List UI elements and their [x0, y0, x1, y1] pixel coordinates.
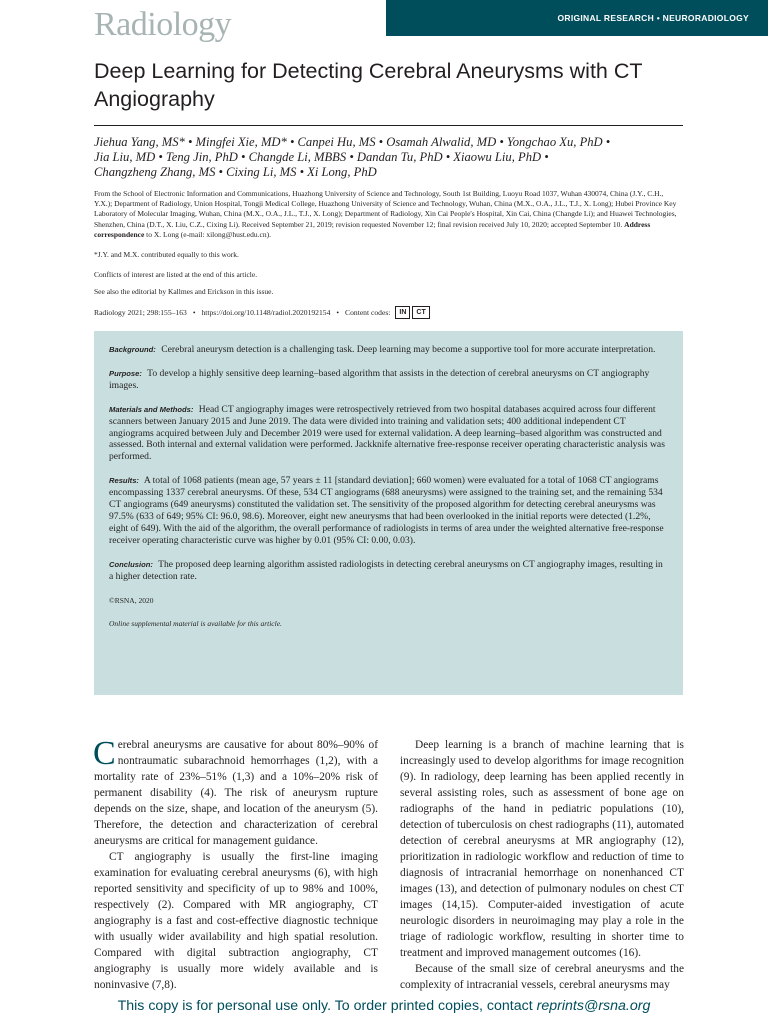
affiliations-text: From the School of Electronic Information and Communications, Huazhong University of Science and Technology, South 1st Building, Luoyu Road 1037, Wuhan 430074, China (J.Y., C.H., Y.X.); Department of Radiology, Union Hospital, Tongji Medical College, Huazhong University of Science and Technology, Wuhan, China (M.X., O.A., J.L., T.J., X. Long); Hubei Province Key Laboratory of Molecular Imaging, Wuhan, China (M.X., O.A., J.L., T.J., X. Long); Department of Radiology, Xin Cai People's Hospital, Xin Cai, China (Changde Li); and Huawei Technologies, Shenzhen, China (D.T., X. Liu, C.Z., Cixing Li). Received September 21, 2019; revision requested November 12; final revision received July 10, 2020; accepted September 10.: [94, 189, 677, 229]
reprints-email-link[interactable]: reprints@rsna.org: [536, 998, 651, 1014]
abstract-text: A total of 1068 patients (mean age, 57 years ± 11 [standard deviation]; 660 women) were evaluated for a total of 1068 CT angiograms encompassing 1337 cerebral aneurysms. Of these, 534 CT angiograms (688 aneurysms) were assigned to the training set, and the remaining 534 CT angiograms (649 aneurysms) constituted the validation set. The sensitivity of the proposed algorithm for detecting cerebral aneurysms was 97.5% (633 of 649; 95% CI: 96.0, 98.6). Moreover, eight new aneurysms that had been overlooked in the initial reports were detected (1.2%, eight of 649). With the aid of the algorithm, the overall performance of radiologists in terms of area under the weighted alternative free-response receiver operating characteristic curve was higher by 0.01 (95% CI: 0.00, 0.03).: [109, 475, 664, 546]
abstract-heading: Purpose:: [109, 368, 142, 378]
abstract-purpose: [109, 368, 667, 392]
abstract-methods: [109, 404, 667, 464]
abstract-heading: Background:: [109, 345, 156, 354]
content-code-in: IN: [395, 306, 410, 319]
body-paragraph: CT angiography is usually the first-line imaging examination for evaluating cerebral aneurysms (6), with high reported sensitivity and specificity of up to 98% and 100%, respectively (2). Compared with MR angiography, CT angiography is a fast and cost-effective diagnostic technique with usually wider availability and high spatial resolution. Compared with digital subtraction angiography, CT angiography is usually more widely available and is noninvasive (7,8).: [94, 851, 378, 991]
body-paragraph: Because of the small size of cerebral aneurysms and the complexity of intracranial vessels, cerebral aneurysms may: [400, 963, 684, 991]
abstract-text: To develop a highly sensitive deep learning–based algorithm that assists in the detection of cerebral aneurysms on CT angiography images.: [109, 367, 650, 391]
citation-line: [94, 306, 683, 319]
abstract: [94, 331, 683, 695]
abstract-text: Head CT angiography images were retrospectively retrieved from two hospital databases acquired across four different scanners between January 2015 and June 2019. The data were divided into training and validation sets; 400 additional independent CT angiograms acquired between July and December 2019 were used for external validation. A deep learning–based algorithm was constructed and assessed. Both internal and external validation were performed. Jackknife alternative free-response receiver operating characteristic analysis was performed.: [109, 403, 665, 463]
paragraph-text: erebral aneurysms are causative for about 80%–90% of nontraumatic subarachnoid hemorrhages (1,2), with a mortality rate of 23%–51% (1,3) and a 10%–20% risk of permanent disability (4). The risk of aneurysm rupture depends on the size, shape, and location of the aneurysm (5). Therefore, the detection and characterization of cerebral aneurysms are critical for management guidance.: [94, 739, 378, 847]
abstract-heading: Conclusion:: [109, 559, 153, 569]
correspondence-text: to X. Long (e-mail: xilong@hust.edu.cn).: [146, 229, 271, 239]
supplemental-note: Online supplemental material is available for this article.: [109, 619, 282, 629]
bullet: •: [336, 307, 340, 317]
author-list: [94, 135, 683, 180]
citation: Radiology 2021; 298:155–163: [94, 307, 187, 317]
abstract-heading: Results:: [109, 476, 139, 486]
title-rule: [94, 125, 683, 126]
abstract-conclusion: [109, 559, 667, 583]
body-paragraph: Deep learning is a branch of machine learning that is increasingly used to develop algorithms for image recognition (9). In radiology, deep learning has been applied recently in several assisting roles, such as assessment of bone age on radiographs of the hand in pediatric populations (10), detection of tuberculosis on chest radiographs (11), automated detection of cerebral aneurysms at MR angiography (12), prioritization in radiologic workflow and reduction of time to diagnosis of intracranial hemorrhage on nonenhanced CT images (13), and detection of pulmonary nodules on chest CT images (14,15). Computer-aided investigation of acute neurologic disorders in neuroimaging may play a role in the triage of radiologic workflow, resulting in shorter time to treatment and improved management outcomes (16).: [400, 739, 684, 959]
abstract-text: The proposed deep learning algorithm assisted radiologists in detecting cerebral aneurysms on CT angiography images, resulting in a higher detection rate.: [109, 558, 663, 582]
author-line: Changzheng Zhang, MS • Cixing Li, MS • Xi Long, PhD: [94, 165, 377, 179]
equal-contribution-note: *J.Y. and M.X. contributed equally to this work.: [94, 250, 239, 259]
article-title: Deep Learning for Detecting Cerebral Aneurysms with CT Angiography: [94, 59, 643, 111]
bullet: •: [192, 307, 196, 317]
author-line: Jia Liu, MD • Teng Jin, PhD • Changde Li, MBBS • Dandan Tu, PhD • Xiaowu Liu, PhD •: [94, 150, 549, 164]
body-paragraph: [94, 737, 378, 849]
content-code-ct: CT: [412, 306, 429, 319]
journal-logo: Radiology: [94, 6, 232, 43]
footer-notice: [0, 998, 768, 1014]
body-column-left: [94, 737, 378, 993]
conflicts-note: Conflicts of interest are listed at the end of this article.: [94, 270, 258, 279]
section-banner: ORIGINAL RESEARCH • NEURORADIOLOGY: [386, 0, 768, 36]
content-codes-label: Content codes:: [345, 307, 391, 317]
abstract-results: [109, 475, 667, 546]
affiliations: [94, 189, 683, 240]
drop-cap: C: [93, 735, 116, 772]
abstract-background: [109, 344, 667, 356]
doi-link[interactable]: https://doi.org/10.1148/radiol.2020192154: [201, 307, 331, 317]
copyright: ©RSNA, 2020: [109, 595, 154, 605]
body-column-right: [400, 737, 684, 993]
editorial-note: See also the editorial by Kallmes and Erickson in this issue.: [94, 287, 274, 296]
footer-text: This copy is for personal use only. To order printed copies, contact: [117, 998, 533, 1014]
abstract-text: Cerebral aneurysm detection is a challenging task. Deep learning may become a supportive tool for more accurate interpretation.: [161, 344, 656, 355]
correspondence-label: Address correspondence: [94, 219, 651, 239]
author-line: Jiehua Yang, MS* • Mingfei Xie, MD* • Canpei Hu, MS • Osamah Alwalid, MD • Yongchao Xu, PhD •: [94, 135, 611, 149]
abstract-heading: Materials and Methods:: [109, 404, 194, 414]
